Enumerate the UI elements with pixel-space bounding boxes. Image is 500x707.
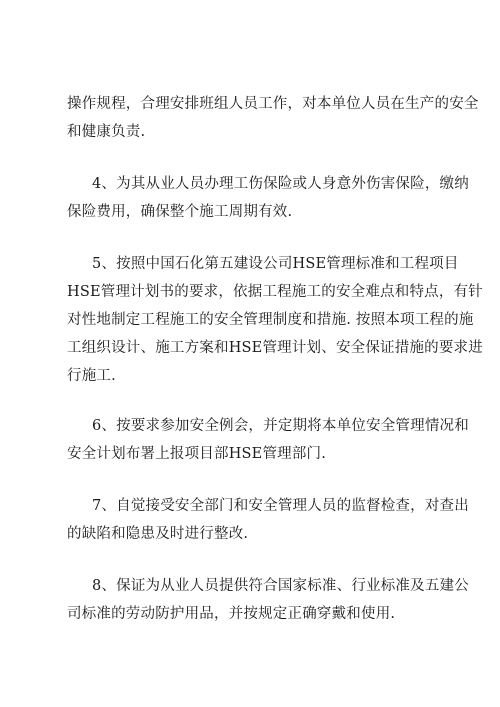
- text-line: 操作规程，合理安排班组人员工作，对本单位人员在生产的安全: [67, 96, 479, 112]
- text-line: 和健康负责.: [67, 124, 146, 140]
- paragraph-7-line: 7、自觉接受安全部门和安全管理人员的监督检查，对查出: [92, 498, 469, 514]
- text-line: HSE管理计划书的要求，依据工程施工的安全难点和特点，有针: [67, 284, 483, 300]
- text-line: 行施工.: [67, 368, 116, 384]
- paragraph-5-line: 5、按照中国石化第五建设公司HSE管理标准和工程项目: [92, 256, 459, 272]
- text-line: 安全计划布署上报项目部HSE管理部门.: [67, 446, 327, 462]
- text-line: 保险费用，确保整个施工周期有效.: [67, 204, 293, 220]
- text-line: 对性地制定工程施工的安全管理制度和措施. 按照本项工程的施: [67, 312, 474, 328]
- text-line: 工组织设计、施工方案和HSE管理计划、安全保证措施的要求进: [67, 340, 483, 356]
- paragraph-4-line: 4、为其从业人员办理工伤保险或人身意外伤害保险，缴纳: [92, 176, 469, 192]
- paragraph-6-line: 6、按要求参加安全例会，并定期将本单位安全管理情况和: [92, 418, 469, 434]
- paragraph-8-line: 8、保证为从业人员提供符合国家标准、行业标准及五建公: [92, 578, 469, 594]
- text-line: 司标准的劳动防护用品，并按规定正确穿戴和使用.: [67, 606, 396, 622]
- text-line: 的缺陷和隐患及时进行整改.: [67, 526, 249, 542]
